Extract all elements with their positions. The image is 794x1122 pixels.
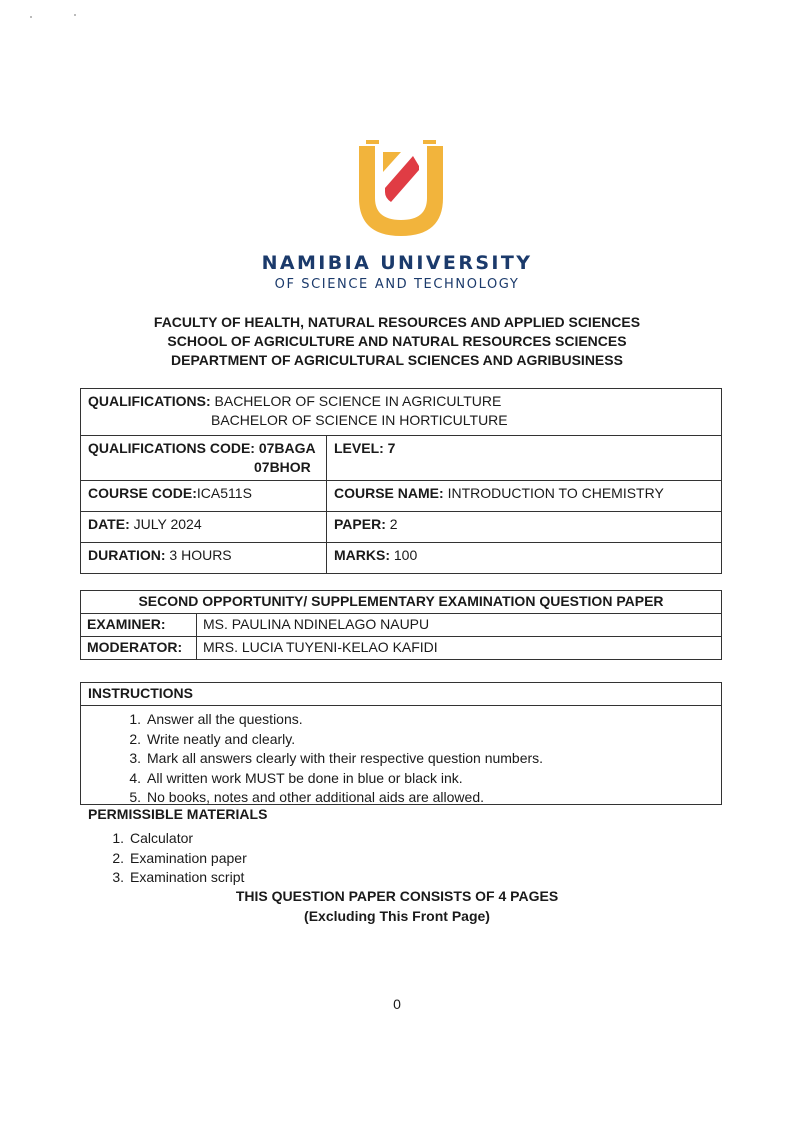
examiner-label: EXAMINER: (81, 614, 197, 637)
school-heading: SCHOOL OF AGRICULTURE AND NATURAL RESOURCES SCIENCES (167, 333, 627, 349)
scan-dot (30, 16, 32, 18)
table-row (81, 591, 722, 614)
duration-cell (81, 543, 327, 574)
instructions-box (80, 682, 722, 805)
table-row (81, 614, 722, 637)
instruction-text: Mark all answers clearly with their respective question numbers. (147, 750, 544, 766)
date-cell (81, 512, 327, 543)
marks-value: 100 (393, 547, 418, 563)
table-row (81, 436, 722, 481)
material-text: Calculator (130, 830, 194, 846)
instruction-text: All written work MUST be done in blue or black ink. (147, 769, 463, 786)
course-name-value: INTRODUCTION TO CHEMISTRY (447, 485, 664, 501)
university-subtitle-part-2: AND TECHNOLOGY (374, 277, 520, 292)
marks-cell (327, 543, 722, 574)
qualifications-label: QUALIFICATIONS: (88, 393, 211, 409)
university-subtitle (0, 277, 794, 292)
instruction-text: No books, notes and other additional aids are allowed. (147, 789, 484, 805)
paper-value: 2 (389, 516, 398, 532)
course-code-label: COURSE CODE: (88, 485, 197, 501)
list-item: 1. Answer all the questions. (129, 711, 303, 727)
department-heading: DEPARTMENT OF AGRICULTURAL SCIENCES AND AGRIBUSINESS (171, 352, 623, 368)
paper-label: PAPER: (334, 516, 386, 532)
instructions-heading: INSTRUCTIONS (81, 683, 721, 706)
qualifications-cell (81, 389, 722, 436)
qual-code-1: 07BAGA (258, 440, 316, 456)
date-value: JULY 2024 (133, 516, 202, 532)
list-item: 1. Calculator (112, 830, 194, 846)
qualification-1: BACHELOR OF SCIENCE IN AGRICULTURE (214, 393, 502, 409)
list-item: 2. Write neatly and clearly. (129, 730, 296, 747)
permissible-materials-heading: PERMISSIBLE MATERIALS (88, 806, 268, 822)
list-item: 5. No books, notes and other additional aids are allowed. (129, 789, 484, 805)
page-count-notice: THIS QUESTION PAPER CONSISTS OF 4 PAGES (235, 888, 559, 904)
qual-code-2: 07BHOR (254, 459, 311, 475)
university-name: NAMIBIA UNIVERSITY (261, 252, 533, 274)
course-name-label: COURSE NAME: (334, 485, 444, 501)
university-subtitle-part-1: OF SCIENCE (274, 277, 369, 292)
course-details-table (80, 388, 722, 574)
faculty-heading: FACULTY OF HEALTH, NATURAL RESOURCES AND APPLIED SCIENCES (153, 314, 641, 330)
exam-title: SECOND OPPORTUNITY/ SUPPLEMENTARY EXAMINATION QUESTION PAPER (81, 591, 722, 614)
level-cell (327, 436, 722, 481)
marks-label: MARKS: (334, 547, 390, 563)
qual-code-label: QUALIFICATIONS CODE: (88, 440, 255, 456)
list-item: 4. All written work MUST be done in blue or black ink. (129, 769, 463, 786)
list-item: 2. Examination paper (112, 849, 247, 866)
instructions-list (119, 710, 543, 808)
qualification-2: BACHELOR OF SCIENCE IN HORTICULTURE (211, 412, 508, 428)
date-label: DATE: (88, 516, 130, 532)
table-row (81, 389, 722, 436)
material-text: Examination paper (130, 849, 247, 866)
course-code-cell (81, 481, 327, 512)
excluding-front-page-note: (Excluding This Front Page) (304, 908, 490, 924)
course-code-value: ICA511S (196, 485, 252, 501)
moderator-label: MODERATOR: (81, 637, 197, 660)
university-logo-icon (355, 140, 447, 240)
course-name-cell (327, 481, 722, 512)
qual-code-cell (81, 436, 327, 481)
examiner-table (80, 590, 722, 660)
instruction-text: Answer all the questions. (147, 711, 303, 727)
permissible-materials-list (110, 829, 247, 888)
table-row (81, 481, 722, 512)
examiner-value: MS. PAULINA NDINELAGO NAUPU (197, 614, 722, 637)
table-row (81, 512, 722, 543)
list-item: 3. Mark all answers clearly with their respective question numbers. (129, 750, 544, 766)
table-row (81, 637, 722, 660)
list-item: 3. Examination script (112, 869, 245, 885)
duration-label: DURATION: (88, 547, 166, 563)
duration-value: 3 HOURS (169, 547, 232, 563)
instruction-text: Write neatly and clearly. (147, 730, 296, 747)
table-row (81, 543, 722, 574)
moderator-value: MRS. LUCIA TUYENI-KELAO KAFIDI (197, 637, 722, 660)
level-label: LEVEL: (334, 440, 384, 456)
level-value: 7 (387, 440, 396, 456)
material-text: Examination script (130, 869, 245, 885)
scan-dot (74, 14, 76, 16)
paper-cell (327, 512, 722, 543)
page-number: 0 (393, 996, 401, 1012)
